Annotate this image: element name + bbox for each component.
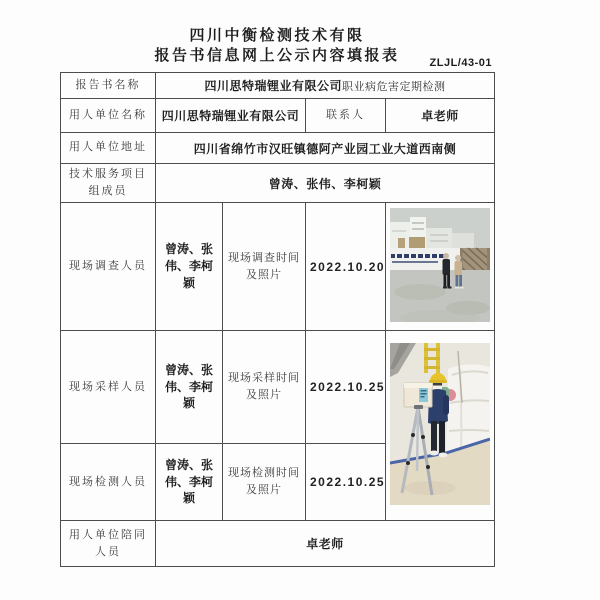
doc-number: ZLJL/43-01 bbox=[429, 57, 492, 69]
row-site-sampling bbox=[61, 331, 495, 444]
report-name-company: 四川思特瑞锂业有限公司 bbox=[204, 79, 343, 93]
escort-value: 卓老师 bbox=[156, 521, 495, 567]
site-sampling-members: 曾涛、张伟、李柯颖 bbox=[156, 331, 223, 444]
site-sampling-date: 2022.10.25 bbox=[306, 331, 386, 444]
site-survey-photo bbox=[390, 208, 490, 322]
employer-address-label: 用人单位地址 bbox=[61, 133, 156, 164]
employer-name-label: 用人单位名称 bbox=[61, 99, 156, 133]
site-survey-photo-cell bbox=[386, 203, 495, 331]
site-testing-label: 现场检测人员 bbox=[61, 444, 156, 521]
report-name-value bbox=[156, 73, 495, 99]
report-name-suffix: 职业病危害定期检测 bbox=[342, 81, 446, 93]
document-header bbox=[60, 26, 494, 69]
org-title: 四川中衡检测技术有限 bbox=[189, 27, 365, 44]
site-testing-time-label: 现场检测时间及照片 bbox=[223, 444, 306, 521]
report-info-table bbox=[60, 72, 495, 567]
site-sampling-photo-cell bbox=[386, 331, 495, 521]
site-sampling-time-label: 现场采样时间及照片 bbox=[223, 331, 306, 444]
contact-label: 联系人 bbox=[306, 99, 386, 133]
project-team-value: 曾涛、张伟、李柯颖 bbox=[156, 164, 495, 203]
site-survey-time-label: 现场调查时间及照片 bbox=[223, 203, 306, 331]
employer-address-value: 四川省绵竹市汉旺镇德阿产业园工业大道西南侧 bbox=[156, 133, 495, 164]
site-survey-label: 现场调查人员 bbox=[61, 203, 156, 331]
site-survey-date: 2022.10.20 bbox=[306, 203, 386, 331]
site-sampling-photo bbox=[390, 343, 490, 505]
row-site-survey bbox=[61, 203, 495, 331]
employer-name-value: 四川思特瑞锂业有限公司 bbox=[156, 99, 306, 133]
report-name-label: 报告书名称 bbox=[61, 73, 156, 99]
form-title: 报告书信息网上公示内容填报表 bbox=[154, 47, 400, 64]
project-team-label: 技术服务项目组成员 bbox=[61, 164, 156, 203]
row-employer-address bbox=[61, 133, 495, 164]
row-employer-name bbox=[61, 99, 495, 133]
contact-name-value: 卓老师 bbox=[386, 99, 495, 133]
row-escort bbox=[61, 521, 495, 567]
site-survey-members: 曾涛、张伟、李柯颖 bbox=[156, 203, 223, 331]
site-testing-date: 2022.10.25 bbox=[306, 444, 386, 521]
escort-label: 用人单位陪同人员 bbox=[61, 521, 156, 567]
row-project-team bbox=[61, 164, 495, 203]
row-report-name bbox=[61, 73, 495, 99]
site-testing-members: 曾涛、张伟、李柯颖 bbox=[156, 444, 223, 521]
site-sampling-label: 现场采样人员 bbox=[61, 331, 156, 444]
